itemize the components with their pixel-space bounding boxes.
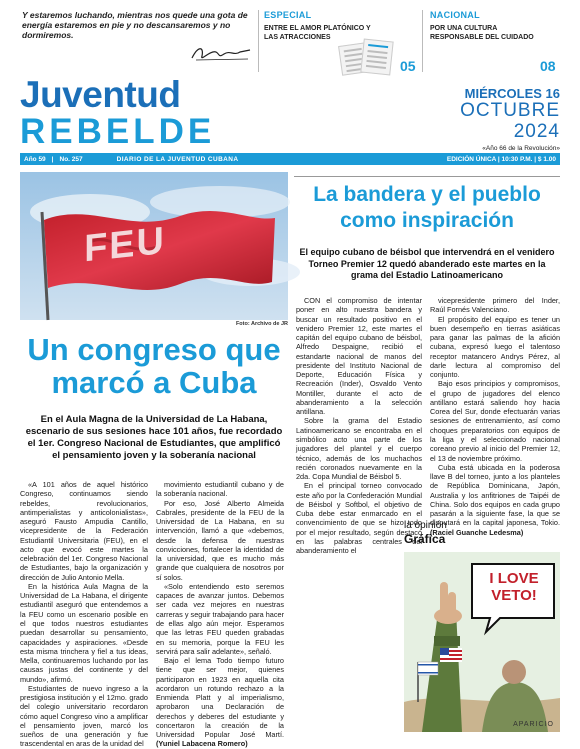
divider	[258, 10, 259, 72]
date-motto: «Año 66 de la Revolución»	[482, 144, 560, 152]
paragraph-text: Cuba está ubicada en la poderosa llave B del torneo, junto a los planteles de República Dominicana, Japón, Australia y los anfitriones de Taipéi de China. Solo dos equipos en cada grupo pasarán a la siguiente fase, la que se disputará en la capital japonesa, Tokio.	[430, 462, 560, 528]
divider	[294, 176, 560, 177]
paragraph-text: Bajo el lema Todo tiempo futuro tiene que ser mejor, quienes participaron en 1923 en aquella cita acordaron un rotundo rechazo a la Enmienda Platt y al imperialismo, aprobaron una Declaración de derechos y deberes del estudiante y concertaron la creación de la Universidad Popular José Martí.	[156, 656, 284, 740]
paragraph: CON el compromiso de intentar poner en alto nuestra bandera y buscar un resultado positivo en el venidero Premier 12, este martes el capitán del equipo cubano de béisbol, Alfredo Despaigne, recibió el estandarte nacional de manos del presidente del Instituto Nacional de Deporte, Educación Física y Recreación (Inder), Osvaldo Vento Montiller, durante el acto de abanderamiento a la selección antillana.	[296, 296, 422, 417]
signature-image	[190, 42, 252, 64]
right-headline[interactable]: La bandera y el pueblo como inspiración	[313, 183, 541, 233]
issue-year: Año 59	[24, 155, 46, 163]
paragraph: Sobre la grama del Estadio Latinoamericano se encontraba en el simbólico acto una parte de los jugadores del plantel y el cuerpo técnico, además de los muchachos recién coronados nuevamente en la 2da. Copa Mundial de Béisbol 5.	[296, 416, 422, 482]
photo-credit: Foto: Archivo de JR	[235, 321, 288, 327]
paragraph: Estudiantes de nuevo ingreso a la prestigiosa institución y el 12mo. grado del colegio universitario recordaron cómo aquel Congreso vino a amplificar el pensamiento joven, marcó los sueños de una generación y fue trascendental en aras de la unidad del	[20, 683, 148, 749]
paragraph: «Solo entendiendo esto seremos capaces de avanzar juntos. Debemos ser cada vez mejores en nuestras carreras y seguir trabajando para hacer de ellas algo aún mejor. Esperamos que las letras FEU queden grabadas en su memoria, porque la FEU les servirá para salir adelante», señaló.	[156, 581, 284, 656]
cartoonist-signature: APARICIO	[513, 721, 554, 728]
paragraph: movimiento estudiantil cubano y de la soberanía nacional.	[156, 480, 284, 499]
info-bar	[20, 153, 560, 165]
editorial-cartoon	[404, 552, 560, 732]
top-strip	[0, 0, 580, 78]
opinion-title: Gráfica	[404, 532, 446, 546]
promo-page-number: 05	[400, 58, 416, 74]
paragraph: En la histórica Aula Magna de la Universidad de La Habana, el dirigente estudiantil aseguró que entendemos a la FEU como un escenario posible en el que todos nuestros estudiantes puedan desarrollar su pensamiento, capacidades y aspiraciones. «Desde esta misma trinchera y fiel a tus ideas, Mella, continuaremos luchando por las causas justas del continente y del mundo», afirmó.	[20, 581, 148, 684]
paragraph: «A 101 años de aquel histórico Congreso, continuamos siendo rebeldes, revolucionarios, antimperialistas y anticolonialistas», aseguró Fausto Ampudia Cantillo, vicepresidente de la Federación Estudiantil Universitaria (FEU), en el acto que evocó este martes la celebración del 1er. Congreso Nacional de Estudiantes, bajo la organización y dirección de Julio Antonio Mella.	[20, 480, 148, 582]
masthead-title-bottom: REBELDE	[20, 112, 216, 151]
divider	[422, 10, 423, 72]
promo-section: NACIONAL	[430, 10, 480, 20]
paragraph: El propósito del equipo es tener un buen desempeño en tierras asiáticas para ganar las palmas de la afición cubana, expresó luego el talentoso receptor matancero Andrys Pérez, al darle lectura al compromiso del conjunto.	[430, 314, 560, 380]
byline: (Yuniel Labacena Romero)	[156, 739, 248, 749]
left-column-2	[156, 480, 284, 749]
byline: (Raciel Guanche Ledesma)	[430, 527, 524, 537]
issue-number: No. 257	[59, 155, 83, 163]
left-column-1	[20, 480, 148, 749]
left-deck: En el Aula Magna de la Universidad de La Habana, escenario de sus sesiones hace 101 años, fue recordado el 1er. Congreso Nacional de Estudiantes, que amplificó el pensamiento joven y la soberanía nacional	[25, 414, 283, 461]
promo-text: ENTRE EL AMOR PLATÓNICO Y LAS ATRACCIONES	[264, 25, 371, 41]
date-year: 2024	[513, 120, 560, 142]
promo-nacional[interactable]	[430, 10, 540, 43]
promo-text: POR UNA CULTURA RESPONSABLE DEL CUIDADO	[430, 25, 534, 41]
flag-photo	[20, 172, 288, 320]
sleeve-band	[434, 636, 460, 646]
right-column-2	[430, 296, 560, 537]
left-headline[interactable]: Un congreso que marcó a Cuba	[27, 332, 281, 401]
paper-tagline: DIARIO DE LA JUVENTUD CUBANA	[116, 155, 239, 163]
masthead-title-top: Juventud	[20, 74, 181, 115]
paragraph: Bajo esos principios y compromisos, el grupo de jugadores del elenco antillano estará saliendo hoy hacia Corea del Sur, donde efectuarán varias sesiones de entrenamiento, así como choques preparatorios con equipos de la liga y el seleccionado nacional coreano previo al inicio del Premier 12, el 13 de noviembre próximo.	[430, 379, 560, 463]
opinion-label: la opinión	[404, 520, 447, 531]
issue-separator: |	[51, 155, 54, 163]
paragraph: vicepresidente primero del Inder, Raúl Fornés Valenciano.	[430, 296, 560, 315]
us-flag-patch	[440, 648, 462, 662]
paragraph: En el principal torneo convocado este año por la Confederación Mundial de Béisbol y Softbol, el objetivo de Cuba debe estar enmarcado en el convencimiento de que se hizo todo por el mejor resultado, según destacó en las palabras centrales del abanderamiento el	[296, 481, 422, 556]
flag-text: FEU	[84, 219, 166, 271]
speech-bubble-text: I LOVE VETO!	[489, 570, 539, 605]
paragraph: Por eso, José Alberto Almeida Cabrales, presidente de la FEU de la Universidad de La Habana, en su intervención, llamó a que «debemos, desde la defensa de nuestras convicciones, fortalecer la identidad de la universidad, que es mucho más grande que cualquiera de nosotros por sí solos.	[156, 498, 284, 582]
promo-thumbnail	[360, 39, 393, 76]
paragraph	[430, 463, 560, 537]
edition-info: EDICIÓN ÚNICA | 10:30 P.M. | $ 1.00	[446, 155, 556, 163]
header-quote	[22, 10, 254, 41]
promo-page-number: 08	[540, 58, 556, 74]
date-day: MIÉRCOLES 16	[464, 86, 560, 101]
right-deck: El equipo cubano de béisbol que intervendrá en el venidero Torneo Premier 12 quedó abanderado este martes en la grama del Estadio Latinoamericano	[299, 247, 555, 281]
quote-text: Y estaremos luchando, mientras nos quede una gota de energía estaremos en pie y no descansaremos y no dormiremos.	[22, 10, 248, 41]
right-column-1	[296, 296, 422, 555]
date-box	[460, 86, 560, 152]
paragraph	[156, 656, 284, 749]
promo-section: ESPECIAL	[264, 10, 312, 20]
date-month: OCTUBRE	[460, 100, 560, 121]
